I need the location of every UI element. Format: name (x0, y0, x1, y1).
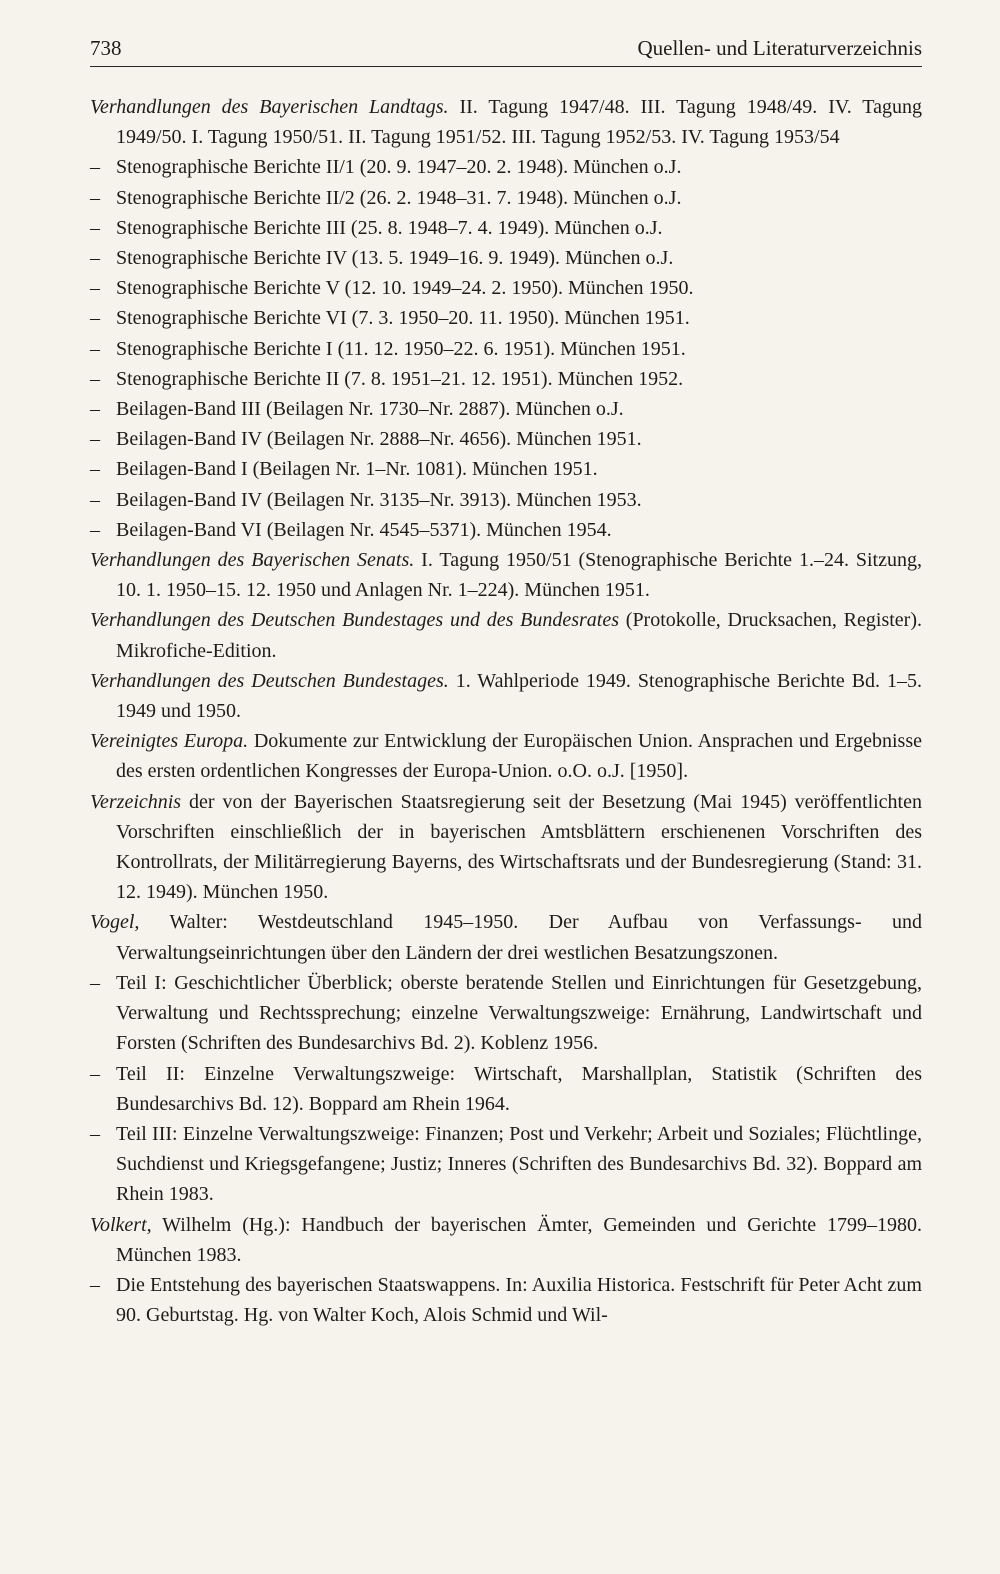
entry-dash: – (90, 1273, 100, 1296)
entry-text: Stenographische Berichte III (25. 8. 1948–7. 4. 1949). München o.J. (116, 216, 663, 239)
bibliography-entry (90, 1210, 922, 1270)
bibliography-subentry (90, 1059, 922, 1119)
entry-dash: – (90, 398, 100, 421)
entry-text: Beilagen-Band IV (Beilagen Nr. 2888–Nr. 4656). München 1951. (116, 428, 642, 451)
bibliography-subentry (90, 968, 922, 1059)
entry-text: Teil I: Geschichtlicher Überblick; oberste beratende Stellen und Einrichtungen für Gesetzgebung, Verwaltung und Rechtssprechung; einzelne Verwaltungszweige: Ernährung, Landwirtschaft und Forsten (Schriften des Bundesarchivs Bd. 2). Koblenz 1956. (116, 971, 922, 1055)
entry-dash: – (90, 186, 100, 209)
entry-text: Stenographische Berichte VI (7. 3. 1950–20. 11. 1950). München 1951. (116, 307, 690, 330)
entry-heading: Vereinigtes Europa. (90, 730, 249, 753)
bibliography-subentry (90, 243, 922, 273)
running-header (90, 34, 922, 67)
entry-dash: – (90, 458, 100, 481)
bibliography-entry (90, 92, 922, 152)
bibliography-subentry (90, 213, 922, 243)
entry-text: Walter: Westdeutschland 1945–1950. Der Aufbau von Verfassungs- und Verwaltungseinrichtungen über den Ländern der drei westlichen Besatzungszonen. (116, 911, 922, 964)
entry-dash: – (90, 337, 100, 360)
bibliography-entry (90, 726, 922, 786)
bibliography-subentry (90, 152, 922, 182)
bibliography-subentry (90, 515, 922, 545)
entry-heading: Verhandlungen des Bayerischen Senats. (90, 549, 415, 572)
bibliography-subentry (90, 1270, 922, 1330)
entry-heading: Verhandlungen des Deutschen Bundestages. (90, 669, 449, 692)
entry-text: Stenographische Berichte II (7. 8. 1951–21. 12. 1951). München 1952. (116, 367, 684, 390)
entry-dash: – (90, 307, 100, 330)
entry-text: Beilagen-Band III (Beilagen Nr. 1730–Nr. 2887). München o.J. (116, 398, 624, 421)
entry-dash: – (90, 216, 100, 239)
bibliography-subentry (90, 394, 922, 424)
entry-text: Beilagen-Band IV (Beilagen Nr. 3135–Nr. 3913). München 1953. (116, 488, 642, 511)
entry-text: Teil II: Einzelne Verwaltungszweige: Wirtschaft, Marshallplan, Statistik (Schriften des Bundesarchivs Bd. 12). Boppard am Rhein 1964. (116, 1062, 922, 1115)
bibliography-subentry (90, 485, 922, 515)
entry-text: Teil III: Einzelne Verwaltungszweige: Finanzen; Post und Verkehr; Arbeit und Soziales; Flüchtlinge, Suchdienst und Kriegsgefangene; Justiz; Inneres (Schriften des Bundesarchivs Bd. 32). Boppard am Rhein 1983. (116, 1122, 922, 1206)
entry-text: Beilagen-Band I (Beilagen Nr. 1–Nr. 1081). München 1951. (116, 458, 598, 481)
entry-text: Stenographische Berichte II/2 (26. 2. 1948–31. 7. 1948). München o.J. (116, 186, 682, 209)
entry-text: Beilagen-Band VI (Beilagen Nr. 4545–5371). München 1954. (116, 518, 612, 541)
entry-text: der von der Bayerischen Staatsregierung seit der Besetzung (Mai 1945) veröffentlichten Vorschriften einschließlich der in bayerischen Amtsblättern erschienenen Vorschriften des Kontrollrats, der Militärregierung Bayerns, des Wirtschaftsrats und der Bundesregierung (Stand: 31. 12. 1949). München 1950. (116, 790, 922, 904)
bibliography-subentry (90, 273, 922, 303)
bibliography-entry (90, 605, 922, 665)
entry-text: Die Entstehung des bayerischen Staatswappens. In: Auxilia Historica. Festschrift für Peter Acht zum 90. Geburtstag. Hg. von Walter Koch, Alois Schmid und Wil- (116, 1273, 922, 1327)
bibliography-subentry (90, 454, 922, 484)
bibliography-subentry (90, 183, 922, 213)
page-number: 738 (90, 36, 122, 60)
entry-dash: – (90, 1122, 100, 1145)
entry-dash: – (90, 277, 100, 300)
bibliography-entry (90, 666, 922, 726)
bibliography-entry (90, 907, 922, 967)
entry-text: II. Tagung 1947/48. III. Tagung 1948/49. IV. Tagung 1949/50. I. Tagung 1950/51. II. Tagung 1951/52. III. Tagung 1952/53. IV. Tagung 1953/54 (116, 96, 923, 149)
entry-heading: Verhandlungen des Bayerischen Landtags. (90, 96, 449, 118)
bibliography-list (90, 92, 922, 1330)
bibliography-entry (90, 787, 922, 908)
bibliography-subentry (90, 424, 922, 454)
entry-heading: Volkert, (90, 1213, 152, 1236)
entry-text: Dokumente zur Entwicklung der Europäischen Union. Ansprachen und Ergebnisse des ersten ordentlichen Kongresses der Europa-Union. o.O. o.J. [1950]. (116, 730, 922, 783)
entry-heading: Vogel, (90, 911, 140, 934)
entry-text: Stenographische Berichte I (11. 12. 1950–22. 6. 1951). München 1951. (116, 337, 686, 360)
entry-dash: – (90, 518, 100, 541)
entry-dash: – (90, 1062, 100, 1085)
entry-text: I. Tagung 1950/51 (Stenographische Berichte 1.–24. Sitzung, 10. 1. 1950–15. 12. 1950 und Anlagen Nr. 1–224). München 1951. (116, 549, 922, 602)
entry-text: Stenographische Berichte V (12. 10. 1949–24. 2. 1950). München 1950. (116, 277, 694, 300)
entry-text: (Protokolle, Drucksachen, Register). Mikrofiche-Edition. (116, 609, 922, 662)
bibliography-subentry (90, 1119, 922, 1210)
bibliography-subentry (90, 364, 922, 394)
entry-dash: – (90, 488, 100, 511)
entry-dash: – (90, 247, 100, 270)
entry-dash: – (90, 156, 100, 179)
entry-dash: – (90, 971, 100, 994)
entry-text: 1. Wahlperiode 1949. Stenographische Berichte Bd. 1–5. 1949 und 1950. (116, 669, 923, 723)
bibliography-subentry (90, 303, 922, 333)
entry-heading: Verhandlungen des Deutschen Bundestages und des Bundesrates (90, 609, 620, 632)
entry-text: Stenographische Berichte II/1 (20. 9. 1947–20. 2. 1948). München o.J. (116, 156, 682, 179)
running-title: Quellen- und Literaturverzeichnis (637, 36, 922, 60)
bibliography-subentry (90, 334, 922, 364)
entry-dash: – (90, 367, 100, 390)
entry-heading: Verzeichnis (90, 790, 182, 813)
entry-text: Wilhelm (Hg.): Handbuch der bayerischen Ämter, Gemeinden und Gerichte 1799–1980. München 1983. (116, 1213, 922, 1266)
entry-text: Stenographische Berichte IV (13. 5. 1949–16. 9. 1949). München o.J. (116, 247, 674, 270)
bibliography-entry (90, 545, 922, 605)
entry-dash: – (90, 428, 100, 451)
